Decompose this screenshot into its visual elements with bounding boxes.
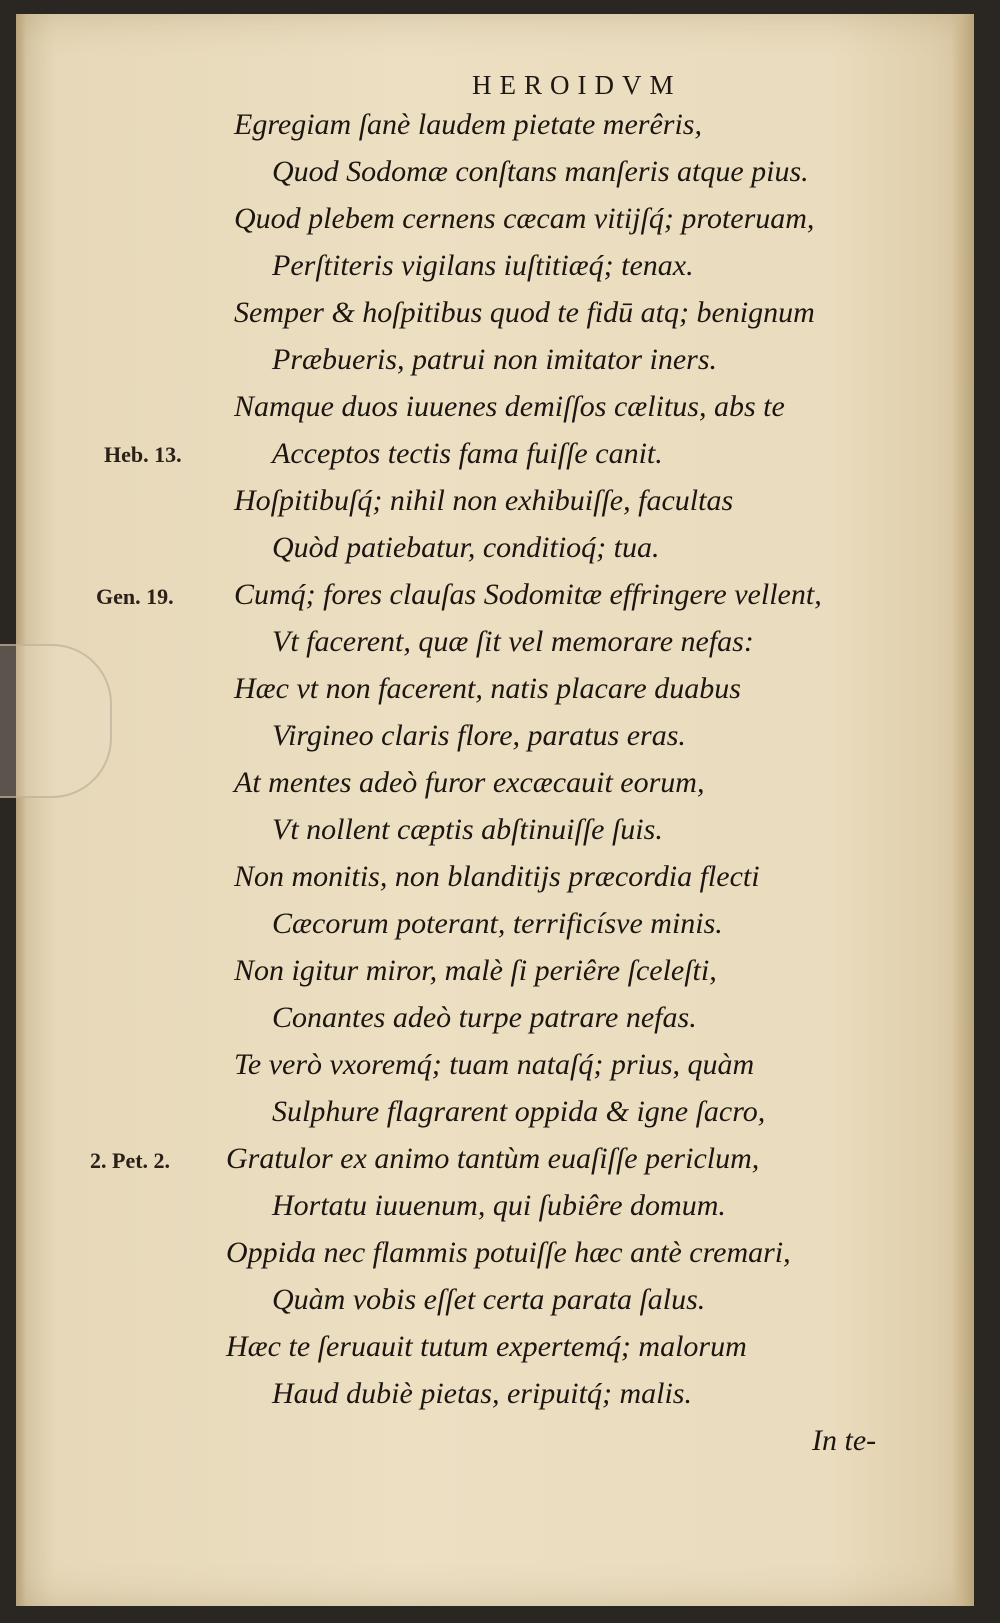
margin-note-pet: 2. Pet. 2.: [90, 1148, 171, 1173]
verse-line: Hæc te ſeruauit tutum expertemq́; malorum: [226, 1330, 747, 1363]
verse-line: Haud dubiè pietas, eripuitq́; malis.: [272, 1377, 692, 1410]
verse-line: Hortatu iuuenum, qui ſubiêre domum.: [272, 1189, 726, 1222]
verse-line: Vt facerent, quæ ſit vel memorare nefas:: [272, 625, 754, 658]
verse-line: Cæcorum poterant, terrificísve minis.: [272, 907, 723, 940]
verse-line: At mentes adeò furor excæcauit eorum,: [234, 766, 705, 799]
verse-line: Acceptos tectis fama fuiſſe canit.: [272, 437, 663, 470]
verse-line: Egregiam ſanè laudem pietate merêris,: [234, 108, 702, 141]
verse-line: Non monitis, non blanditijs præcordia flecti: [234, 860, 760, 893]
book-page: [16, 14, 974, 1606]
paper-clip: [0, 644, 112, 798]
verse-line: Oppida nec flammis potuiſſe hæc antè cremari,: [226, 1236, 791, 1269]
verse-line: Perſtiteris vigilans iuſtitiæq́; tenax.: [272, 249, 694, 282]
verse-line: Quod Sodomæ conſtans manſeris atque pius.: [272, 155, 809, 188]
verse-line: Cumq́; fores clauſas Sodomitæ effringere vellent,: [234, 578, 822, 611]
verse-line: Quàm vobis eſſet certa parata ſalus.: [272, 1283, 706, 1316]
verse-line: Quod plebem cernens cæcam vitijſq́; proteruam,: [234, 202, 815, 235]
verse-line: Præbueris, patrui non imitator iners.: [272, 343, 718, 376]
verse-line: Namque duos iuuenes demiſſos cælitus, abs te: [234, 390, 785, 423]
page-edge: [952, 14, 974, 1606]
verse-line: Hoſpitibuſq́; nihil non exhibuiſſe, facultas: [234, 484, 734, 517]
verse-line: Quòd patiebatur, conditioq́; tua.: [272, 531, 660, 564]
verse-line: Sulphure flagrarent oppida & igne ſacro,: [272, 1095, 766, 1128]
verse-line: Conantes adeò turpe patrare nefas.: [272, 1001, 697, 1034]
verse-line: Hæc vt non facerent, natis placare duabus: [234, 672, 741, 705]
verse-line: Gratulor ex animo tantùm euaſiſſe periclum,: [226, 1142, 760, 1175]
verse-line: Virgineo claris flore, paratus eras.: [272, 719, 686, 752]
verse-line: Non igitur miror, malè ſi periêre ſceleſti,: [234, 954, 717, 987]
catchword: In te-: [812, 1424, 877, 1457]
verse-line: Semper & hoſpitibus quod te fidū atq; benignum: [234, 296, 815, 329]
running-head: HEROIDVM: [472, 70, 682, 100]
verse-line: Te verò vxoremq́; tuam nataſq́; prius, quàm: [234, 1048, 755, 1081]
margin-note-heb: Heb. 13.: [104, 442, 182, 467]
margin-note-gen: Gen. 19.: [96, 584, 174, 609]
gutter-shadow: [16, 14, 26, 1606]
verse-line: Vt nollent cæptis abſtinuiſſe ſuis.: [272, 813, 663, 846]
